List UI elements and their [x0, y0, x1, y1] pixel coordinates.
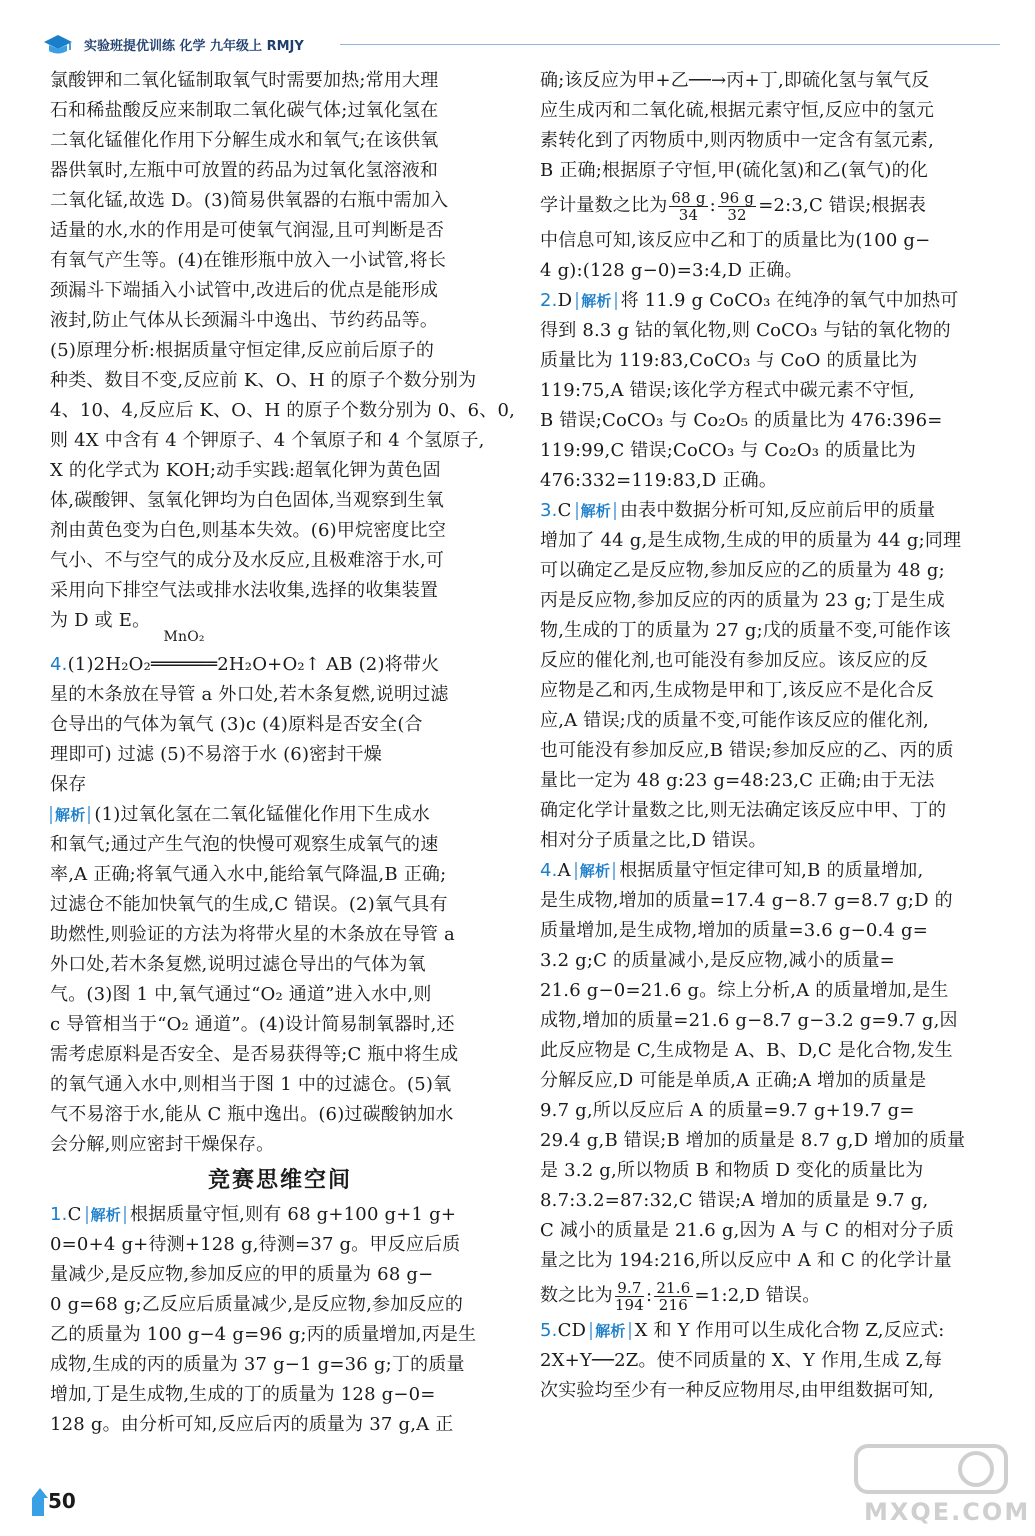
question-number: 5.	[540, 1320, 558, 1341]
header-rule	[340, 44, 1000, 45]
reaction-arrow: MnO₂ ══════	[151, 629, 218, 675]
text-line: 质量比为 119:83,CoCO₃ 与 CoO 的质量比为	[540, 350, 918, 371]
text-line: 成物,增加的质量=21.6 g−8.7 g−3.2 g=9.7 g,因	[540, 1010, 958, 1031]
text-line: 液封,防止气体从长颈漏斗中逸出、节约药品等。	[50, 310, 439, 331]
text-line: B 错误;CoCO₃ 与 Co₂O₅ 的质量比为 476:396=	[540, 410, 943, 431]
denominator: 32	[727, 205, 747, 224]
text-line: 476:332=119:83,D 正确。	[540, 470, 778, 491]
text-line: 8.7:3.2=87:32,C 错误;A 增加的质量是 9.7 g,	[540, 1190, 929, 1211]
text-line: 是 3.2 g,所以物质 B 和物质 D 变化的质量比为	[540, 1160, 924, 1181]
text-line: 剂由黄色变为白色,则基本失效。(6)甲烷密度比空	[50, 520, 447, 541]
text-line: 量减少,是反应物,参加反应的甲的质量为 68 g−	[50, 1264, 434, 1285]
text-line: 素转化到了丙物质中,则丙物质中一定含有氢元素,	[540, 130, 935, 151]
text-segment: 数之比为	[540, 1285, 613, 1306]
analysis-tag: 解析	[86, 1206, 126, 1224]
text-line: 应,A 错误;戊的质量不变,可能作该反应的催化剂,	[540, 710, 929, 731]
text-line: 的氧气通入水中,则相当于图 1 中的过滤仓。(5)氧	[50, 1074, 452, 1095]
numerator: 68 g	[671, 188, 706, 207]
text-line: 种类、数目不变,反应前 K、O、H 的原子个数分别为	[50, 370, 477, 391]
text-line: X 的化学式为 KOH;动手实践:超氧化钾为黄色固	[50, 460, 441, 481]
text-line: (5)原理分析:根据质量守恒定律,反应前后原子的	[50, 340, 435, 361]
text-line: 仓导出的气体为氧气 (3)c (4)原料是否安全(合	[50, 714, 423, 735]
text-line: 有氧气产生等。(4)在锥形瓶中放入一小试管,将长	[50, 250, 447, 271]
question-first-line	[540, 496, 1005, 526]
text-line: 是生成物,增加的质量=17.4 g−8.7 g=8.7 g;D 的	[540, 890, 953, 911]
question-4-answer	[540, 856, 1005, 1316]
question-3-answer	[540, 496, 1005, 856]
text-line: 物,生成的丁的质量为 27 g;戊的质量不变,可能作该	[540, 620, 951, 641]
text-line: 乙的质量为 100 g−4 g=96 g;丙的质量增加,丙是生	[50, 1324, 477, 1345]
analysis-tag: 解析	[576, 502, 616, 520]
text-line: 增加了 44 g,是生成物,生成的甲的质量为 44 g;同理	[540, 530, 962, 551]
text-line: 4 g):(128 g−0)=3:4,D 正确。	[540, 260, 803, 281]
text-line: 助燃性,则验证的方法为将带火星的木条放在导管 a	[50, 924, 455, 945]
equation-reactant: (1)2H₂O₂	[67, 654, 152, 675]
analysis-text: 由表中数据分析可知,反应前后甲的质量	[619, 500, 936, 521]
text-line: 质量增加,是生成物,增加的质量=3.6 g−0.4 g=	[540, 920, 929, 941]
text-line: 应生成丙和二氧化硫,根据元素守恒,反应中的氢元	[540, 100, 935, 121]
fraction	[654, 1280, 692, 1313]
numerator: 96 g	[719, 188, 755, 207]
text-line: 确;该反应为甲+乙──→丙+丁,即硫化氢与氧气反	[540, 70, 930, 91]
text-line: 则 4X 中含有 4 个钾原子、4 个氧原子和 4 个氢原子,	[50, 430, 485, 451]
analysis-text: 根据质量守恒,则有 68 g+100 g+1 g+	[129, 1204, 457, 1225]
text-line: 0 g=68 g;乙反应后质量减少,是反应物,参加反应的	[50, 1294, 464, 1315]
page-number: 50	[48, 1489, 76, 1513]
text-line: 石和稀盐酸反应来制取二氧化碳气体;过氧化氢在	[50, 100, 439, 121]
text-line: 中信息可知,该反应中乙和丁的质量比为(100 g−	[540, 230, 931, 251]
text-line: 也可能没有参加反应,B 错误;参加反应的乙、丙的质	[540, 740, 954, 761]
fraction	[669, 190, 707, 223]
text-line: 保存	[50, 774, 87, 795]
text-line: 21.6 g−0=21.6 g。综上分析,A 的质量增加,是生	[540, 980, 949, 1001]
fraction-line	[540, 1276, 1005, 1316]
analysis-text: 根据质量守恒定律可知,B 的质量增加,	[619, 860, 924, 881]
text-line: 确定化学计量数之比,则无法确定该反应中甲、丁的	[540, 800, 947, 821]
question-first-line	[540, 856, 1005, 886]
text-line: 二氧化锰,故选 D。(3)简易供氧器的右瓶中需加入	[50, 190, 449, 211]
text-line: 丙是反应物,参加反应的丙的质量为 23 g;丁是生成	[540, 590, 945, 611]
text-line: 0=0+4 g+待测+128 g,待测=37 g。甲反应后质	[50, 1234, 461, 1255]
denominator: 216	[658, 1295, 689, 1314]
text-line: 会分解,则应密封干燥保存。	[50, 1134, 275, 1155]
text-segment: 学计量数之比为	[540, 195, 668, 216]
text-line: 得到 8.3 g 钴的氧化物,则 CoCO₃ 与钴的氧化物的	[540, 320, 951, 341]
text-line: 可以确定乙是反应物,参加反应的乙的质量为 48 g;	[540, 560, 945, 581]
text-line: 采用向下排空气法或排水法收集,选择的收集装置	[50, 580, 439, 601]
text-line: 增加,丁是生成物,生成的丁的质量为 128 g−0=	[50, 1384, 436, 1405]
text-line: 3.2 g;C 的质量减小,是反应物,减小的质量=	[540, 950, 895, 971]
catalyst-label: MnO₂	[163, 629, 205, 645]
text-line: 和氧气;通过产生气泡的快慢可观察生成氧气的速	[50, 834, 439, 855]
watermark-logo-icon	[850, 1440, 1020, 1500]
text-segment: =1:2,D 错误。	[694, 1285, 821, 1306]
watermark-text: MXQE.COM	[864, 1498, 1031, 1526]
denominator: 34	[678, 205, 699, 224]
analysis-first-line	[50, 800, 510, 830]
section-title: 竞赛思维空间	[207, 1168, 352, 1193]
text-line: 此反应物是 C,生成物是 A、B、D,C 是化合物,发生	[540, 1040, 953, 1061]
text-line: 相对分子质量之比,D 错误。	[540, 830, 767, 851]
text-line: 理即可) 过滤 (5)不易溶于水 (6)密封干燥	[50, 744, 382, 765]
question-first-line	[540, 286, 1005, 316]
ratio-sign: :	[709, 195, 716, 216]
text-line: 9.7 g,所以反应后 A 的质量=9.7 g+19.7 g=	[540, 1100, 915, 1121]
text-line: 4、10、4,反应后 K、O、H 的原子个数分别为 0、6、0,	[50, 400, 516, 421]
analysis-tag: 解析	[590, 1322, 630, 1340]
numerator: 21.6	[656, 1278, 691, 1297]
page-number-badge	[30, 1486, 84, 1518]
text-line: 119:75,A 错误;该化学方程式中碳元素不守恒,	[540, 380, 915, 401]
question-5-answer	[540, 1316, 1005, 1406]
analysis-tag: 解析	[576, 292, 616, 310]
text-line: 气。(3)图 1 中,氧气通过“O₂ 通道”进入水中,则	[50, 984, 432, 1005]
header-title: 实验班提优训练 化学 九年级上 RMJY	[84, 39, 304, 54]
text-line: 量之比为 194:216,所以反应中 A 和 C 的化学计量	[540, 1250, 952, 1271]
page-header	[40, 30, 1000, 60]
ratio-sign: :	[646, 1285, 653, 1306]
text-line: 体,碳酸钾、氢氧化钾均为白色固体,当观察到生氧	[50, 490, 445, 511]
text-line: 器供氧时,左瓶中可放置的药品为过氧化氢溶液和	[50, 160, 439, 181]
text-line: 氯酸钾和二氧化锰制取氧气时需要加热;常用大理	[50, 70, 439, 91]
answer-choice: C	[67, 1204, 82, 1225]
text-line: 反应的催化剂,也可能没有参加反应。该反应的反	[540, 650, 929, 671]
analysis-text: (1)过氧化氢在二氧化锰催化作用下生成水	[94, 804, 430, 825]
text-line: 128 g。由分析可知,反应后丙的质量为 37 g,A 正	[50, 1414, 454, 1435]
question-number: 1.	[50, 1204, 68, 1225]
text-line: 气不易溶于水,能从 C 瓶中逸出。(6)过碳酸钠加水	[50, 1104, 454, 1125]
fraction	[615, 1280, 644, 1313]
analysis-text: X 和 Y 作用可以生成化合物 Z,反应式:	[634, 1320, 945, 1341]
text-line: c 导管相当于“O₂ 通道”。(4)设计简易制氧器时,还	[50, 1014, 455, 1035]
text-line: 29.4 g,B 错误;B 增加的质量是 8.7 g,D 增加的质量	[540, 1130, 966, 1151]
question-first-line	[50, 1200, 510, 1230]
text-line: C 减小的质量是 21.6 g,因为 A 与 C 的相对分子质	[540, 1220, 955, 1241]
equation-product: 2H₂O+O₂↑	[217, 654, 321, 675]
answer-choice: A	[557, 860, 571, 881]
right-column	[540, 66, 1005, 1406]
text-line: 为 D 或 E。	[50, 610, 151, 631]
analysis-tag: 解析	[50, 806, 90, 824]
question-first-line	[540, 1316, 1005, 1346]
text-line: 率,A 正确;将氧气通入水中,能给氧气降温,B 正确;	[50, 864, 447, 885]
question-number: 3.	[540, 500, 558, 521]
left-column	[50, 66, 516, 1440]
denominator: 194	[614, 1295, 645, 1314]
text-line: 119:99,C 错误;CoCO₃ 与 Co₂O₃ 的质量比为	[540, 440, 917, 461]
text-line: 次实验均至少有一种反应物用尽,由甲组数据可知,	[540, 1380, 935, 1401]
text-line: 外口处,若木条复燃,说明过滤仓导出的气体为氧	[50, 954, 426, 975]
text-line: 气小、不与空气的成分及水反应,且极难溶于水,可	[50, 550, 445, 571]
text-line: B 正确;根据原子守恒,甲(硫化氢)和乙(氧气)的化	[540, 160, 929, 181]
text-line: 过滤仓不能加快氧气的生成,C 错误。(2)氧气具有	[50, 894, 448, 915]
answer-choice: D	[557, 290, 573, 311]
question-number: 4.	[50, 654, 68, 675]
equation-line	[50, 629, 510, 680]
text-segment: =2:3,C 错误;根据表	[758, 195, 927, 216]
answer-rest: AB (2)将带火	[320, 654, 440, 675]
question-4-answer	[50, 629, 510, 1160]
fraction-line	[540, 186, 1005, 226]
analysis-text: 将 11.9 g CoCO₃ 在纯净的氧气中加热可	[620, 290, 959, 311]
text-line: 适量的水,水的作用是可使氧气润湿,且可判断是否	[50, 220, 445, 241]
text-line: 成物,生成的丙的质量为 37 g−1 g=36 g;丁的质量	[50, 1354, 465, 1375]
book-logo-icon	[40, 32, 76, 56]
text-line: 星的木条放在导管 a 外口处,若木条复燃,说明过滤	[50, 684, 449, 705]
question-1-answer	[50, 1200, 510, 1440]
text-line: 二氧化锰催化作用下分解生成水和氧气;在该供氧	[50, 130, 439, 151]
text-line: 应物是乙和丙,生成物是甲和丁,该反应不是化合反	[540, 680, 935, 701]
numerator: 9.7	[615, 1280, 644, 1297]
text-line: 2X+Y──2Z。使不同质量的 X、Y 作用,生成 Z,每	[540, 1350, 943, 1371]
fraction	[718, 190, 756, 223]
question-number: 2.	[540, 290, 558, 311]
text-line: 分解反应,D 可能是单质,A 正确;A 增加的质量是	[540, 1070, 927, 1091]
analysis-tag: 解析	[575, 862, 615, 880]
watermark	[850, 1440, 1031, 1530]
answer-choice: C	[557, 500, 572, 521]
answer-choice: CD	[557, 1320, 587, 1341]
text-line: 量比一定为 48 g:23 g=48:23,C 正确;由于无法	[540, 770, 935, 791]
text-line: 需考虑原料是否安全、是否易获得等;C 瓶中将生成	[50, 1044, 459, 1065]
question-2-answer	[540, 286, 1005, 496]
text-line: 颈漏斗下端插入小试管中,改进后的优点是能形成	[50, 280, 439, 301]
left-continued-text	[50, 66, 516, 636]
question-number: 4.	[540, 860, 558, 881]
